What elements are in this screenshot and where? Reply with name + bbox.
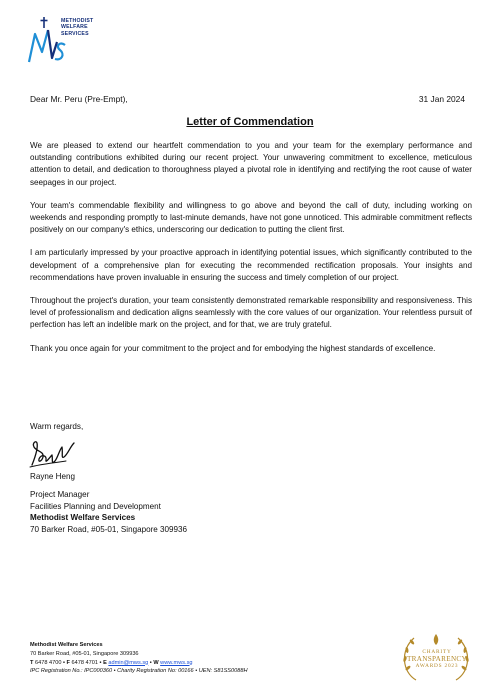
footer-address: 70 Barker Road, #05-01, Singapore 309936	[30, 650, 139, 657]
body-paragraph-4: Throughout the project's duration, your team consistently demonstrated remarkable responsibility and responsiveness. This level of professionalism and dedication aligns seamlessly with the core values of our organization. Your relentless pursuit of perfection has left an indelible mark on the project, and for that, we are truly grateful.	[30, 296, 472, 330]
logo-line-2: WELFARE	[61, 24, 88, 31]
letter-date: 31 Jan 2024	[418, 94, 465, 104]
logo-line-1: METHODIST	[61, 18, 94, 24]
signer-department: Facilities Planning and Development	[30, 501, 161, 511]
separator-bullet: •	[149, 659, 152, 666]
closing: Warm regards,	[30, 422, 84, 431]
signer-title: Project Manager	[30, 490, 90, 499]
award-line-2: TRANSPARENCY	[406, 655, 468, 663]
email-label: E	[103, 659, 107, 666]
salutation: Dear Mr. Peru (Pre-Empt),	[30, 94, 128, 104]
footer-email-link[interactable]: admin@mws.sg	[108, 659, 149, 666]
footer-org: Methodist Welfare Services	[30, 642, 103, 648]
handwritten-signature	[28, 437, 98, 471]
footer-registration: IPC Registration No.: IPC000360 • Charity Registration No: 00166 • UEN: S81SS0088H	[30, 668, 248, 675]
body-paragraph-1: We are pleased to extend our heartfelt commendation to you and your team for the exemplary performance and outstanding contributions exhibited during our recent project. Your unwavering commitment to excellence, meticulous attention to detail, and dedication to thoroughness played a pivotal role in identifying and rectifying the root cause of water seepages in our project.	[30, 141, 472, 187]
body-paragraph-5: Thank you once again for your commitment to the project and for embodying the highest standards of excellence.	[30, 343, 436, 353]
letter-body	[30, 140, 472, 366]
footer-contacts	[30, 659, 248, 668]
signer-organization: Methodist Welfare Services	[30, 513, 136, 523]
letter-title: Letter of Commendation	[186, 116, 314, 128]
signer-address: 70 Barker Road, #05-01, Singapore 309936	[30, 524, 188, 534]
charity-transparency-award-badge	[386, 628, 486, 688]
logo-wordmark	[61, 18, 93, 37]
body-paragraph-2: Your team's commendable flexibility and willingness to go above and beyond the call of duty, including working on weekends and responding promptly to last-minute demands, have not gone unnoticed. This admirable commitment reflects positively on our company's ethics, underscoring our dedication to putting the client first.	[30, 200, 472, 235]
footer-fax: 6478 4701	[71, 659, 98, 666]
mws-logo	[27, 14, 177, 68]
separator-bullet: •	[63, 659, 65, 666]
telephone-label: T	[30, 659, 34, 666]
award-line-1: CHARITY	[422, 649, 452, 655]
signer-name: Rayne Heng	[30, 472, 75, 481]
award-text	[404, 649, 470, 669]
footer-website-link[interactable]: www.mws.sg	[160, 659, 193, 666]
separator-bullet: •	[99, 659, 102, 666]
website-label: W	[153, 659, 159, 666]
body-paragraph-3: I am particularly impressed by your proactive approach in identifying potential issues, which significantly contributed to the development of a comprehensive plan for executing the recommended rectification proposals. Your insights and recommendations have proven invaluable in ensuring the success and timely completion of our project.	[30, 248, 472, 282]
award-line-3: AWARDS 2023	[415, 663, 459, 669]
signature-block	[30, 489, 187, 535]
footer-telephone: 6478 4700	[34, 659, 62, 666]
logo-line-3: SERVICES	[61, 30, 89, 37]
fax-label: F	[66, 659, 70, 666]
letter-footer	[30, 641, 248, 676]
